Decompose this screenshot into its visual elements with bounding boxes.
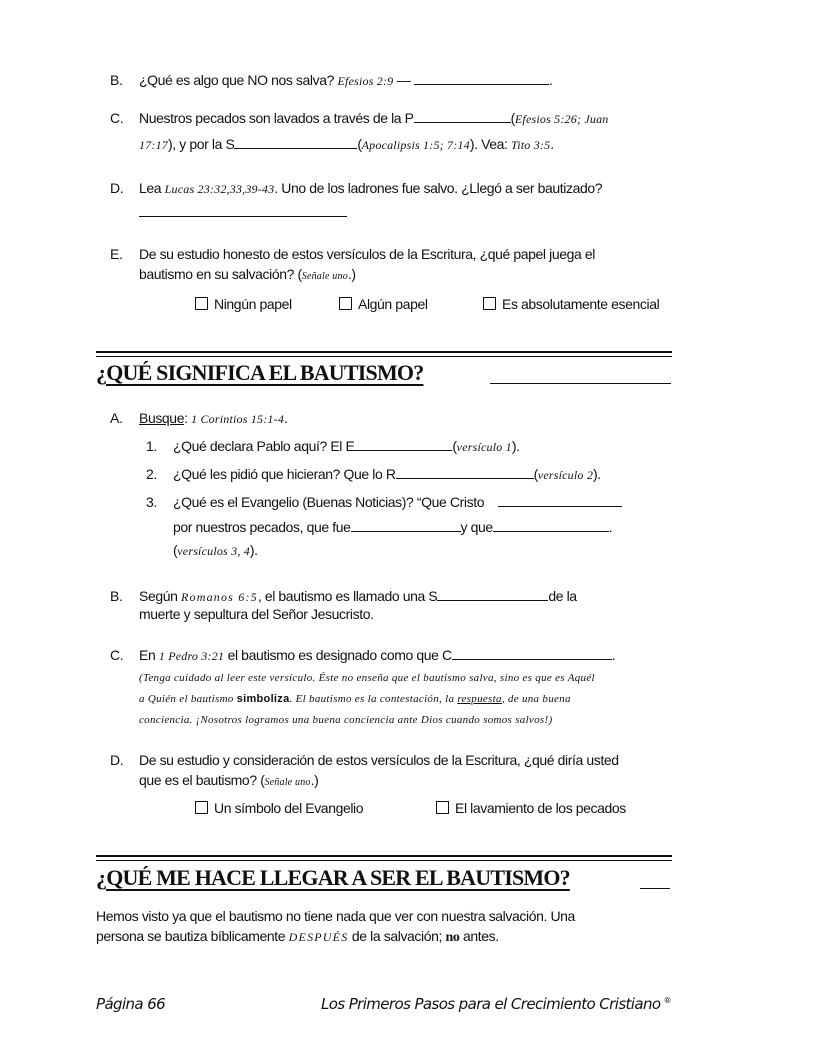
s1-c-letter: C. (110, 647, 124, 663)
registered-mark: ® (663, 996, 671, 1005)
checkbox[interactable] (436, 801, 449, 814)
q2-text: ¿Qué les pidió que hicieran? Que lo R (173, 466, 396, 482)
item-d-text1: Lea (139, 180, 165, 196)
option-ningun-papel[interactable] (195, 296, 292, 312)
option-simbolo-evangelio[interactable] (195, 800, 363, 816)
s2-line2 (96, 927, 499, 947)
item-c-text1: Nuestros pecados son lavados a través de la P (139, 110, 414, 126)
s1-a-line (139, 409, 288, 428)
item-b-dash: — (393, 72, 414, 88)
q1-ref: versículo 1 (456, 440, 512, 454)
option-label: El lavamiento de los pecados (455, 800, 626, 816)
item-c-ref2: Apocalipsis 1:5; 7:14 (361, 138, 470, 152)
s2-line2c: de la salvación; (348, 928, 446, 944)
answer-blank[interactable] (351, 518, 461, 532)
option-algun-papel[interactable] (339, 296, 428, 312)
s1-c-text2: el bautismo es designado como que C (224, 647, 452, 663)
q3-num: 3. (146, 494, 157, 510)
answer-blank[interactable] (139, 203, 347, 217)
s1-d-end: .) (310, 772, 319, 788)
item-c-ref3: Tito 3:5 (511, 138, 551, 152)
note-2a: a Quién el bautismo (139, 693, 237, 705)
item-e-line1: De su estudio honesto de estos versículos de la Escritura, ¿qué papel juega el (139, 246, 595, 262)
section-rule (96, 860, 672, 861)
s1-c-ref: 1 Pedro 3:21 (158, 649, 225, 663)
checkbox[interactable] (483, 297, 496, 310)
item-b-end: . (548, 72, 553, 88)
page-number: Página 66 (96, 995, 166, 1013)
s1-d-line2 (139, 771, 318, 792)
q3-ref: versículos 3, 4 (177, 544, 250, 558)
s1-a-ref: 1 Corintios 15:1-4 (191, 412, 285, 426)
busque-label: Busque (139, 410, 185, 426)
s1-d-line2-text: que es el bautismo? ( (139, 772, 265, 788)
note-line3: conciencia. ¡Nosotros logramos una buena conciencia ante Dios cuando somos salvos!) (139, 714, 553, 726)
section-rule (96, 356, 672, 357)
item-d-letter: D. (110, 180, 124, 196)
item-b-text: ¿Qué es algo que NO nos salva? (139, 72, 338, 88)
s1-c-text1: En (139, 647, 159, 663)
s2-line2e: antes. (459, 928, 499, 944)
s1-b-text2: , el bautismo es llamado una S (257, 588, 438, 604)
q3-line2end: . (608, 519, 613, 535)
q3-line1 (173, 493, 622, 511)
item-c-line2: 17:17), y por la S (Apocalipsis 1:5; 7:14). Vea: Tito 3:5. (139, 136, 554, 152)
option-lavamiento[interactable] (436, 800, 626, 816)
option-label: Es absolutamente esencial (502, 296, 660, 312)
option-label: Ningún papel (214, 296, 292, 312)
q3-end: ). (249, 542, 258, 558)
item-c-end: . (550, 136, 554, 152)
option-esencial[interactable] (483, 296, 659, 312)
q3-text: ¿Qué es el Evangelio (Buenas Noticias)? “Que Cristo (173, 494, 485, 510)
s1-c-line1 (139, 646, 615, 665)
s1-d-letter: D. (110, 752, 124, 768)
item-c-line1: Nuestros pecados son lavados a través de la P (Efesios 5:26; Juan (139, 110, 609, 126)
s1-a-end: . (284, 410, 288, 426)
s1-b-text3: de la (548, 588, 577, 604)
item-b-ref: Efesios 2:9 (337, 74, 394, 88)
title-underline (490, 383, 671, 384)
item-e-letter: E. (110, 246, 123, 262)
checkbox[interactable] (195, 801, 208, 814)
item-c-letter: C. (110, 110, 124, 126)
q2-ref: versículo 2 (537, 468, 594, 482)
item-e-end: .) (347, 266, 356, 282)
colon: : (184, 410, 192, 426)
s2-line1: Hemos visto ya que el bautismo no tiene nada que ver con nuestra salvación. Una (96, 908, 575, 924)
q1-text: ¿Qué declara Pablo aquí? El E (173, 438, 355, 454)
item-d-text2: . Uno de los ladrones fue salvo. ¿Llegó a ser bautizado? (274, 180, 603, 196)
q1-line: ¿Qué declara Pablo aquí? El E (versículo 1). (173, 438, 520, 454)
answer-blank[interactable] (354, 437, 452, 451)
answer-blank[interactable] (234, 135, 357, 149)
item-d-ref: Lucas 23:32,33,39-43 (164, 182, 275, 196)
item-c-text3: ). Vea: (469, 136, 512, 152)
q2-end: ). (593, 466, 601, 482)
q1-num: 1. (146, 438, 157, 454)
note-2b: simboliza (236, 693, 290, 705)
note-2d: respuesta (457, 693, 502, 705)
s2-despues: DESPUÉS (288, 930, 349, 944)
s1-b-letter: B. (110, 588, 123, 604)
book-title (321, 995, 671, 1013)
s1-b-line2: muerte y sepultura del Señor Jesucristo. (139, 606, 374, 622)
s2-line2a: persona se bautiza bíblicamente (96, 928, 289, 944)
answer-blank[interactable] (437, 587, 548, 601)
section-title-hace: ¿QUÉ ME HACE LLEGAR A SER EL BAUTISMO? (96, 865, 570, 890)
item-e-ref: Señale uno (301, 271, 348, 282)
q1-end: ). (511, 438, 520, 454)
checkbox[interactable] (195, 297, 208, 310)
answer-blank[interactable] (493, 518, 609, 532)
answer-blank[interactable] (414, 109, 511, 123)
title-underline (640, 888, 670, 889)
item-d-line1 (139, 179, 602, 198)
note-2c: . El bautismo es la contestación, la (289, 693, 458, 705)
item-e-line2 (139, 265, 356, 286)
answer-blank[interactable] (396, 465, 534, 479)
q3-line3: (versículos 3, 4). (173, 542, 258, 558)
section-title-significa: ¿QUÉ SIGNIFICA EL BAUTISMO? (96, 360, 424, 385)
q3-line2a: por nuestros pecados, que fue (173, 519, 351, 535)
answer-blank[interactable] (414, 71, 549, 85)
note-2e: , de una buena (501, 693, 571, 705)
item-e-line2-text: bautismo en su salvación? ( (139, 266, 302, 282)
s1-d-line1: De su estudio y consideración de estos versículos de la Escritura, ¿qué diría usted (139, 752, 619, 768)
option-label: Un símbolo del Evangelio (214, 800, 364, 816)
q2-num: 2. (146, 466, 157, 482)
checkbox[interactable] (339, 297, 352, 310)
q2-line: ¿Qué les pidió que hicieran? Que lo R (versículo 2). (173, 466, 601, 482)
q3-line2b: y que (460, 519, 493, 535)
item-c-text2: ), y por la S (168, 136, 235, 152)
s1-a-letter: A. (110, 410, 123, 426)
answer-blank[interactable] (452, 646, 612, 660)
section-rule (96, 855, 672, 857)
item-c-ref1: Efesios 5:26; Juan (514, 112, 609, 126)
section-rule (96, 351, 672, 353)
note-line2 (139, 689, 671, 710)
item-b-letter: B. (110, 72, 123, 88)
s1-b-line1 (139, 587, 577, 606)
s1-b-ref: Romanos 6:5 (180, 590, 258, 604)
s2-no: no (445, 930, 460, 945)
item-b-question (139, 71, 552, 90)
study-note (139, 668, 671, 731)
s1-c-end: . (611, 647, 616, 663)
option-label: Algún papel (358, 296, 428, 312)
book-title-text: Los Primeros Pasos para el Crecimiento Cristiano (321, 995, 661, 1013)
note-line1: (Tenga cuidado al leer este versículo. Éste no enseña que el bautismo salva, sino es que es Aquél (139, 672, 595, 684)
q3-line2 (173, 518, 612, 536)
s1-d-ref: Señale uno (264, 777, 311, 788)
answer-blank[interactable] (498, 493, 622, 507)
item-c-ref1b: 17:17 (139, 138, 168, 152)
s1-b-text1: Según (139, 588, 181, 604)
